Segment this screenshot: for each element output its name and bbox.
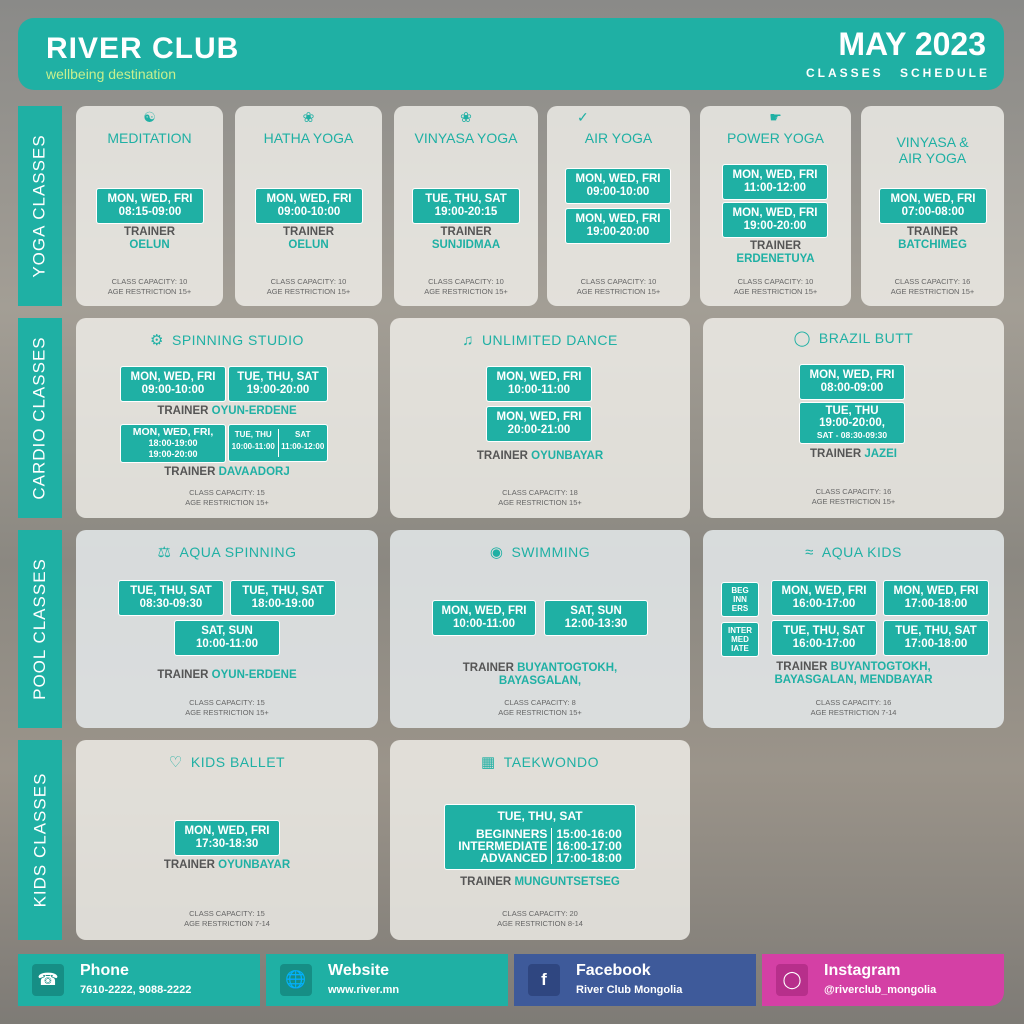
- class-card-kids-ballet[interactable]: [76, 740, 378, 940]
- brand-tagline: wellbeing destination: [46, 66, 176, 82]
- schedule-box: MON, WED, FRI 19:00-20:00: [565, 208, 671, 244]
- footer-website[interactable]: [266, 954, 508, 1006]
- footer-facebook[interactable]: [514, 954, 756, 1006]
- class-capacity: CLASS CAPACITY: 16 AGE RESTRICTION 7-14: [810, 698, 897, 717]
- schedule-box: TUE, THU, SAT 16:00-17:00: [771, 620, 877, 656]
- class-title: ♡ KIDS BALLET: [168, 753, 286, 771]
- footer-label: Website: [328, 962, 390, 979]
- section-label-cardio: CARDIO CLASSES: [18, 318, 62, 518]
- schedule-box: TUE, THU 19:00-20:00, SAT - 08:30-09:30: [799, 402, 905, 444]
- class-title: ≈ AQUA KIDS: [805, 543, 902, 561]
- schedule-month: MAY 2023: [838, 26, 986, 62]
- class-capacity: CLASS CAPACITY: 16 AGE RESTRICTION 15+: [890, 277, 975, 296]
- schedule-box: MON, WED, FRI, 18:00-19:00 19:00-20:00: [120, 424, 226, 463]
- class-card-hatha-yoga[interactable]: [235, 106, 382, 306]
- schedule-box: MON, WED, FRI 19:00-20:00: [722, 202, 828, 238]
- schedule-box: SAT, SUN 10:00-11:00: [174, 620, 280, 656]
- schedule-subtitle: CLASSES SCHEDULE: [805, 66, 990, 80]
- class-card-swimming[interactable]: [390, 530, 690, 728]
- schedule-box: MON, WED, FRI 07:00-08:00: [879, 188, 987, 224]
- lotus-icon: ❀: [460, 109, 472, 125]
- class-card-unlimited-dance[interactable]: [390, 318, 690, 518]
- schedule-box: MON, WED, FRI 17:00-18:00: [883, 580, 989, 616]
- trainer-info: TRAINER BATCHIMEG: [898, 226, 967, 251]
- brazil-butt-icon: ◯: [793, 329, 811, 347]
- trainer-info: TRAINER BUYANTOGTOKH, BAYASGALAN,: [462, 662, 618, 687]
- aerial-yoga-icon: ✓: [577, 109, 589, 125]
- trainer-info: TRAINER OYUNBAYAR: [163, 859, 291, 871]
- class-capacity: CLASS CAPACITY: 15 AGE RESTRICTION 15+: [185, 488, 269, 507]
- lotus-icon: ❀: [302, 109, 315, 125]
- level-label: INTER MED IATE: [721, 622, 759, 657]
- brand-logo: RIVER CLUB: [46, 32, 240, 65]
- phone-icon: ☎: [32, 964, 64, 996]
- schedule-box: MON, WED, FRI 09:00-10:00: [565, 168, 671, 204]
- class-title: MEDITATION: [107, 130, 192, 146]
- class-capacity: CLASS CAPACITY: 18 AGE RESTRICTION 15+: [498, 488, 582, 507]
- schedule-box: TUE, THU, SAT 19:00-20:15: [412, 188, 520, 224]
- class-title: ◉ SWIMMING: [489, 543, 591, 561]
- class-title: HATHA YOGA: [263, 130, 354, 146]
- bike-icon: ⚙: [150, 331, 164, 349]
- trainer-info: TRAINER JAZEI: [810, 448, 897, 460]
- class-title: VINYASA & AIR YOGA: [896, 134, 969, 166]
- schedule-box: MON, WED, FRI 11:00-12:00: [722, 164, 828, 200]
- trainer-info: TRAINER SUNJIDMAA: [431, 226, 501, 251]
- snorkel-icon: ◉: [489, 543, 504, 561]
- trainer-info: TRAINER MUNGUNTSETSEG: [460, 876, 620, 888]
- footer-value: @riverclub_mongolia: [824, 984, 937, 996]
- class-title: ♫ UNLIMITED DANCE: [462, 331, 618, 349]
- schedule-box: MON, WED, FRI 10:00-11:00: [486, 366, 592, 402]
- trainer-info: TRAINER ERDENETUYA: [736, 240, 815, 265]
- trainer-info: TRAINER OELUN: [123, 226, 176, 251]
- trainer-info: TRAINER BUYANTOGTOKH, BAYASGALAN, MENDBAYAR: [774, 661, 933, 686]
- trainer-info: TRAINER OYUN-ERDENE: [157, 405, 297, 417]
- class-card-vinyasa-yoga[interactable]: [394, 106, 538, 306]
- level-label: BEG INN ERS: [721, 582, 759, 617]
- class-card-taekwondo[interactable]: [390, 740, 690, 940]
- class-title: AIR YOGA: [584, 130, 653, 146]
- class-title: ▦ TAEKWONDO: [481, 753, 599, 771]
- meditation-icon: ☯: [143, 109, 156, 125]
- schedule-box: TUE, THU, SAT 17:00-18:00: [883, 620, 989, 656]
- class-capacity: CLASS CAPACITY: 10 AGE RESTRICTION 15+: [107, 277, 192, 296]
- class-title: POWER YOGA: [727, 130, 824, 146]
- schedule-box: TUE, THU, SAT 08:30-09:30: [118, 580, 224, 616]
- class-card-aqua-spinning[interactable]: [76, 530, 378, 728]
- class-capacity: CLASS CAPACITY: 10 AGE RESTRICTION 15+: [424, 277, 508, 296]
- class-title: ⚖ AQUA SPINNING: [157, 543, 297, 561]
- footer-phone[interactable]: [18, 954, 260, 1006]
- class-card-air-yoga[interactable]: [547, 106, 690, 306]
- section-label-pool: POOL CLASSES: [18, 530, 62, 728]
- schedule-box: MON, WED, FRI 09:00-10:00: [120, 366, 226, 402]
- class-title: VINYASA YOGA: [414, 130, 518, 146]
- class-capacity: CLASS CAPACITY: 15 AGE RESTRICTION 7-14: [184, 909, 270, 928]
- trainer-info: TRAINER DAVAADORJ: [164, 466, 290, 478]
- header-bar: [18, 18, 1004, 90]
- class-capacity: CLASS CAPACITY: 16 AGE RESTRICTION 15+: [811, 487, 896, 506]
- section-label-kids: KIDS CLASSES: [18, 740, 62, 940]
- footer-value: 7610-2222, 9088-2222: [80, 984, 192, 996]
- footer-value: www.river.mn: [328, 984, 400, 996]
- class-card-aqua-kids[interactable]: [703, 530, 1004, 728]
- facebook-icon: f: [528, 964, 560, 996]
- aqua-bike-icon: ⚖: [157, 543, 172, 561]
- instagram-icon: ◯: [776, 964, 808, 996]
- swimmer-icon: ≈: [805, 543, 814, 561]
- class-card-spinning-studio[interactable]: [76, 318, 378, 518]
- yoga-pose-icon: ☛: [769, 109, 782, 125]
- schedule-box: TUE, THU, SAT 19:00-20:00: [228, 366, 328, 402]
- class-title: ◯ BRAZIL BUTT: [793, 329, 914, 347]
- class-capacity: CLASS CAPACITY: 10 AGE RESTRICTION 15+: [576, 277, 661, 296]
- taekwondo-schedule: TUE, THU, SAT BEGINNERS INTERMEDIATE ADVANCED 15:00-16:00 16:00-17:00 17:00-18:00: [444, 804, 636, 870]
- class-capacity: CLASS CAPACITY: 15 AGE RESTRICTION 15+: [185, 698, 269, 717]
- class-capacity: CLASS CAPACITY: 20 AGE RESTRICTION 8-14: [497, 909, 583, 928]
- schedule-box: MON, WED, FRI 08:15-09:00: [96, 188, 204, 224]
- trainer-info: TRAINER OELUN: [282, 226, 335, 251]
- schedule-box: SAT, SUN 12:00-13:30: [544, 600, 648, 636]
- trainer-info: TRAINER OYUNBAYAR: [476, 450, 604, 462]
- class-capacity: CLASS CAPACITY: 10 AGE RESTRICTION 15+: [266, 277, 351, 296]
- schedule-box: MON, WED, FRI 17:30-18:30: [174, 820, 280, 856]
- music-note-icon: ♫: [462, 331, 474, 349]
- ballet-shoe-icon: ♡: [168, 753, 183, 771]
- schedule-box: MON, WED, FRI 08:00-09:00: [799, 364, 905, 400]
- schedule-box: TUE, THU 10:00-11:00 SAT 11:00-12:00: [228, 424, 328, 462]
- footer-label: Instagram: [824, 962, 901, 979]
- class-card-brazil-butt[interactable]: [703, 318, 1004, 518]
- class-card-vinyasa-air-yoga[interactable]: [861, 106, 1004, 306]
- schedule-box: TUE, THU, SAT 18:00-19:00: [230, 580, 336, 616]
- footer-value: River Club Mongolia: [576, 984, 683, 996]
- class-card-meditation[interactable]: [76, 106, 223, 306]
- class-capacity: CLASS CAPACITY: 8 AGE RESTRICTION 15+: [498, 698, 582, 717]
- section-label-yoga: YOGA CLASSES: [18, 106, 62, 306]
- schedule-box: MON, WED, FRI 16:00-17:00: [771, 580, 877, 616]
- footer-instagram[interactable]: [762, 954, 1004, 1006]
- class-capacity: CLASS CAPACITY: 10 AGE RESTRICTION 15+: [733, 277, 818, 296]
- trainer-info: TRAINER OYUN-ERDENE: [157, 669, 297, 681]
- schedule-box: MON, WED, FRI 10:00-11:00: [432, 600, 536, 636]
- class-title: ⚙ SPINNING STUDIO: [150, 331, 304, 349]
- schedule-box: MON, WED, FRI 09:00-10:00: [255, 188, 363, 224]
- class-card-power-yoga[interactable]: [700, 106, 851, 306]
- globe-icon: 🌐: [280, 964, 312, 996]
- footer-label: Facebook: [576, 962, 651, 979]
- taekwondo-icon: ▦: [481, 753, 496, 771]
- schedule-box: MON, WED, FRI 20:00-21:00: [486, 406, 592, 442]
- footer-label: Phone: [80, 962, 129, 979]
